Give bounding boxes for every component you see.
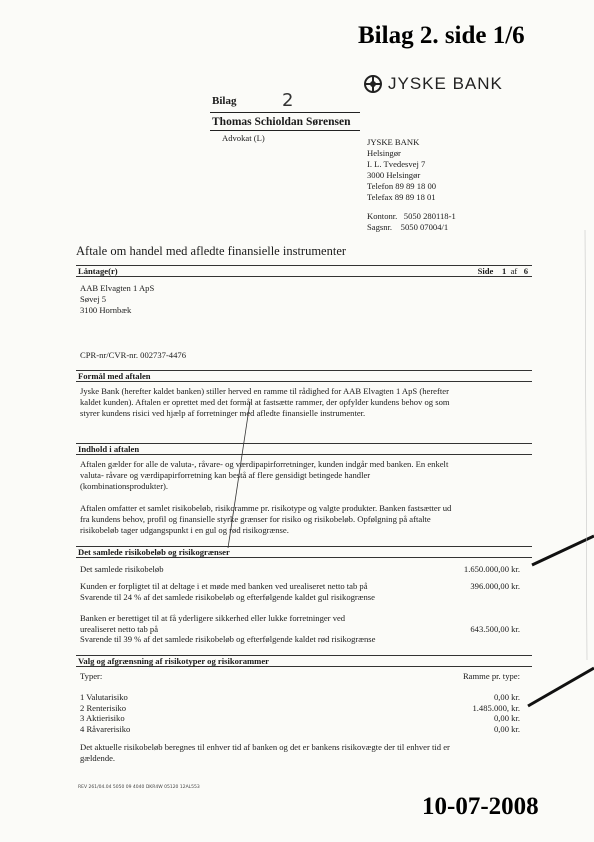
page-indicator: Side 1 af 6 [477,266,528,276]
section-header-valg: Valg og afgrænsning af risikotyper og risikorammer [76,655,532,667]
document-title: Aftale om handel med afledte finansielle instrumenter [76,244,347,258]
yellow-limit-value: 396.000,00 kr. [470,581,520,591]
lawyer-title: Advokat (L) [222,133,265,143]
address-line: Helsingør [367,148,401,158]
stamp-title: Bilag 2. side 1/6 [358,22,525,49]
pen-stroke-mark [528,668,594,706]
address-line: JYSKE BANK [367,137,420,147]
risk-type-row: 1 Valutarisiko 0,00 kr. [80,692,520,702]
indhold-paragraph-2: Aftalen omfatter et samlet risikobeløb, risikoramme pr. risikotype og valgte produkter. Banken fastsætter ud fra kundens behov, profil og finansielle styrke grænser for risiko og risikobeløb. Opfølgning på aftalte risikobeløb tager udgangspunkt i en gul og rød risikogrænse. [80,503,452,535]
total-risk-label: Det samlede risikobeløb [80,564,164,574]
address-line: AAB Elvagten 1 ApS [80,283,155,293]
address-line: Telefax 89 89 18 01 [367,192,436,202]
kontonr-label: Kontonr. [367,211,398,221]
risk-type-row: 4 Råvarerisiko 0,00 kr. [80,723,520,734]
address-line: Søvej 5 [80,294,107,304]
valg-footer-text: Det aktuelle risikobeløb beregnes til enhver tid af banken og det er bankens risikovægte der til enhver tid er gældende. [80,742,450,763]
address-line: I. L. Tvedesvej 7 [367,159,426,169]
formaal-text: Jyske Bank (herefter kaldet banken) stiller herved en ramme til rådighed for AAB Elvagten 1 ApS (herefter kaldet kunden). Aftalen er oprettet med det formål at fastsætte rammer, der opfylder kundens behov og som styrer kundens risici ved hjælp af forretninger med afledte finansielle instrumenter. [80,386,450,418]
bank-logo-text: JYSKE BANK [388,74,503,93]
address-line: Telefon 89 89 18 00 [367,181,437,191]
address-line: 3000 Helsingør [367,170,421,180]
sagsnr-value: 5050 07004/1 [400,222,449,232]
col-type: Typer: [80,671,103,681]
red-limit-value: 643.500,00 kr. [470,624,520,634]
address-line: 3100 Hornbæk [80,305,132,315]
total-risk-value: 1.650.000,00 kr. [463,564,520,574]
pen-stroke-mark [228,402,250,548]
lawyer-name: Thomas Schioldan Sørensen [212,116,351,128]
stamp-date: 10-07-2008 [422,793,539,820]
section-header-indhold: Indhold i aftalen [76,443,532,455]
pen-stroke-mark [532,536,594,565]
red-limit-row: Banken er berettiget til at få yderligere sikkerhed eller lukke forretninger ved urealiseret netto tab på Svarende til 39 % af det samlede risikobeløb og efterfølgende kaldet rød risikogrænse 643.500,00 kr. [80,613,520,644]
yellow-limit-row: Kunden er forpligtet til at deltage i et møde med banken ved urealiseret netto tab på Svarende til 24 % af det samlede risikobeløb og efterfølgende kaldet gul risikogrænse 396.000,00 kr. [80,581,520,602]
section-header-formaal: Formål med aftalen [76,370,532,382]
section-header-label: Låntage(r) [78,266,118,276]
indhold-paragraph-1: Aftalen gælder for alle de valuta-, råvare- og værdipapirforretninger, kunden indgår med banken. En enkelt valuta- råvare og værdipapirforretning kan bestå af flere gensidigt betingede handler (kombinationsprodukter). [80,459,449,491]
cpr-number: CPR-nr/CVR-nr. 002737-4476 [80,350,186,360]
pen-stroke-mark [585,230,587,660]
section-header-samlede: Det samlede risikobeløb og risikogrænser [76,546,532,558]
risk-type-row: 3 Aktierisiko 0,00 kr. [80,713,520,723]
col-ramme: Ramme pr. type: [462,671,520,681]
sagsnr-label: Sagsnr. [367,222,393,232]
risk-type-row: 2 Renterisiko 1.485.000, kr. [80,702,520,713]
bilag-label: Bilag [212,95,237,107]
form-code: REV 261/04.04 5050 09 4040 DKR4W 05120 12AL553 [78,785,200,790]
kontonr-value: 5050 280118-1 [403,211,456,221]
bilag-number-handwritten: 2 [282,90,294,111]
